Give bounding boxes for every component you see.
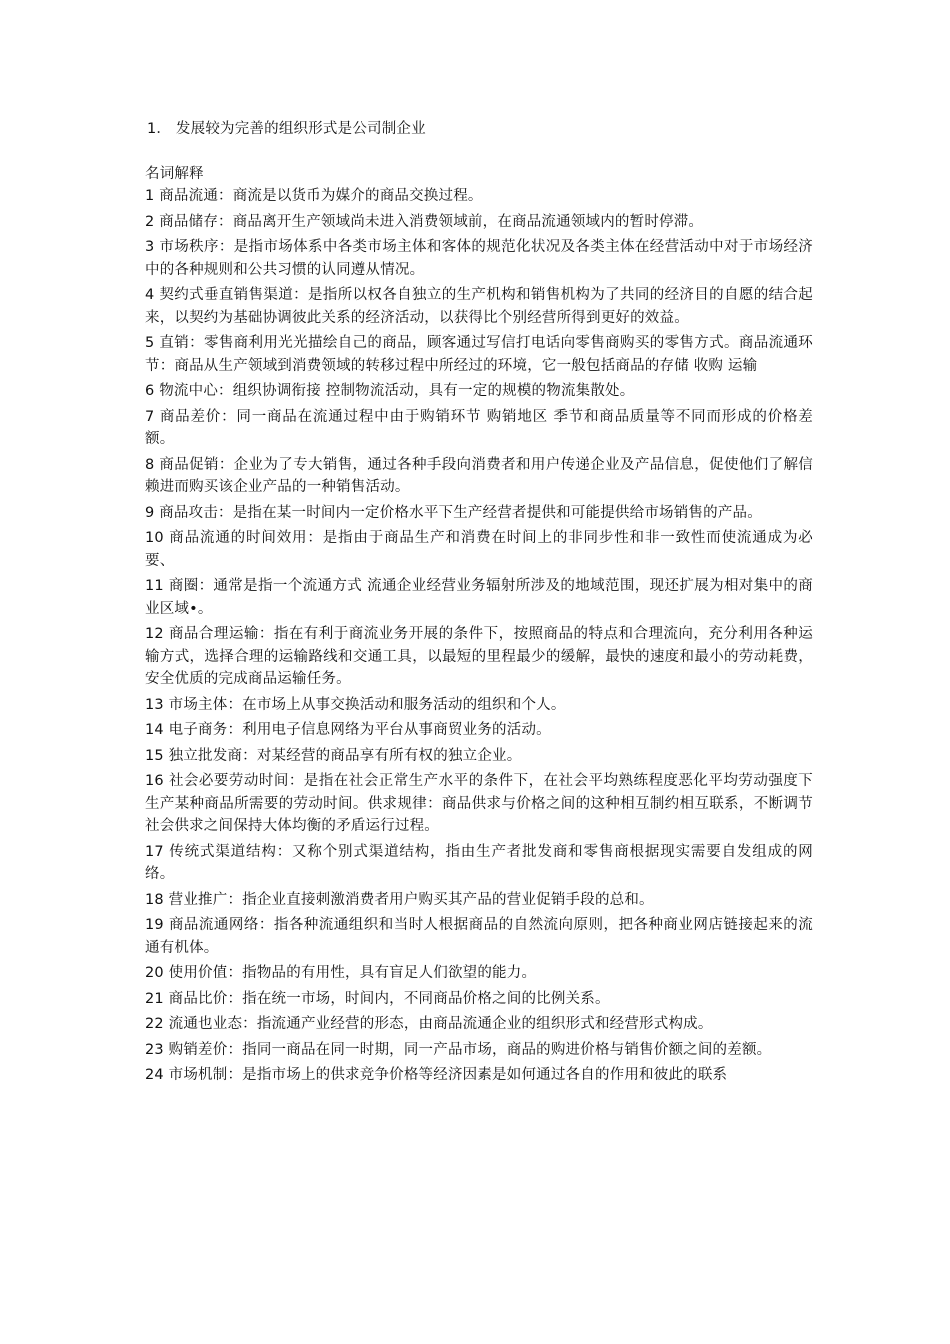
definition-entry-2: 2 商品储存：商品离开生产领域尚未进入消费领域前，在商品流通领域内的暂时停滞。 <box>145 213 704 230</box>
definition-entry-18: 18 营业推广：指企业直接刺激消费者用户购买其产品的营业促销手段的总和。 <box>145 891 654 908</box>
definition-entry-17: 17 传统式渠道结构：又称个别式渠道结构，指由生产者批发商和零售商根据现实需要自发组成的网络。 <box>145 843 813 882</box>
definition-entry-20: 20 使用价值：指物品的有用性，具有盲足人们欲望的能力。 <box>145 965 537 981</box>
definition-entry-4: 4 契约式垂直销售渠道：是指所以权各自独立的生产机构和销售机构为了共同的经济目的自愿的结合起来，以契约为基础协调彼此关系的经济活动，以获得比个别经营所得到更好的效益。 <box>145 287 813 326</box>
definition-entry-16: 16 社会必要劳动时间：是指在社会正常生产水平的条件下，在社会平均熟练程度恶化平均劳动强度下生产某种商品所需要的劳动时间。供求规律：商品供求与价格之间的这种相互制约相互联系，不断调节社会供求之间保持大体均衡的矛盾运行过程。 <box>145 773 813 834</box>
definition-entry-22: 22 流通也业态：指流通产业经营的形态，由商品流通企业的组织形式和经营形式构成。 <box>145 1016 713 1032</box>
definition-entry-5: 5 直销：零售商利用光光描绘自己的商品，顾客通过写信打电话向零售商购买的零售方式。商品流通环节：商品从生产领域到消费领域的转移过程中所经过的环境，它一般包括商品的存储 收购 运输 <box>145 335 813 374</box>
definition-entry-14: 14 电子商务：利用电子信息网络为平台从事商贸业务的活动。 <box>145 722 551 738</box>
definition-list <box>145 185 813 1087</box>
definition-entry-8: 8 商品促销：企业为了专大销售，通过各种手段向消费者和用户传递企业及产品信息，促使他们了解信赖进而购买该企业产品的一种销售活动。 <box>145 456 813 495</box>
definition-entry-21: 21 商品比价：指在统一市场，时间内，不同商品价格之间的比例关系。 <box>145 990 610 1007</box>
definition-entry-12: 12 商品合理运输：指在有利于商流业务开展的条件下，按照商品的特点和合理流向，充分利用各种运输方式，选择合理的运输路线和交通工具，以最短的里程最少的缓解，最快的速度和最小的劳动耗费，安全优质的完成商品运输任务。 <box>145 626 813 687</box>
definition-entry-15: 15 独立批发商：对某经营的商品享有所有权的独立企业。 <box>145 747 522 764</box>
definition-entry-23: 23 购销差价：指同一商品在同一时期，同一产品市场，商品的购进价格与销售价额之间的差额。 <box>145 1041 772 1058</box>
section-heading: 名词解释 <box>145 165 204 182</box>
definition-entry-13: 13 市场主体：在市场上从事交换活动和服务活动的组织和个人。 <box>145 696 566 713</box>
definition-entry-1: 1 商品流通：商流是以货币为媒介的商品交换过程。 <box>145 188 483 204</box>
definition-entry-6: 6 物流中心：组织协调衔接 控制物流活动，具有一定的规模的物流集散处。 <box>145 383 635 399</box>
definition-entry-3: 3 市场秩序：是指市场体系中各类市场主体和客体的规范化状况及各类主体在经营活动中对于市场经济中的各种规则和公共习惯的认同遵从情况。 <box>145 239 813 278</box>
definition-entry-24: 24 市场机制：是指市场上的供求竞争价格等经济因素是如何通过各自的作用和彼此的联系 <box>145 1067 728 1083</box>
numbered-statement: 1． 发展较为完善的组织形式是公司制企业 <box>147 121 426 137</box>
definition-entry-10: 10 商品流通的时间效用：是指由于商品生产和消费在时间上的非同步性和非一致性而使流通成为必要、 <box>145 530 813 569</box>
definition-entry-11: 11 商圈：通常是指一个流通方式 流通企业经营业务辐射所涉及的地域范围，现还扩展为相对集中的商业区域•。 <box>145 578 813 617</box>
definition-entry-9: 9 商品攻击：是指在某一时间内一定价格水平下生产经营者提供和可能提供给市场销售的产品。 <box>145 504 762 521</box>
document-body <box>145 118 813 1090</box>
definition-entry-19: 19 商品流通网络：指各种流通组织和当时人根据商品的自然流向原则，把各种商业网店链接起来的流通有机体。 <box>145 917 813 956</box>
definition-entry-7: 7 商品差价：同一商品在流通过程中由于购销环节 购销地区 季节和商品质量等不同而形成的价格差额。 <box>145 408 813 447</box>
